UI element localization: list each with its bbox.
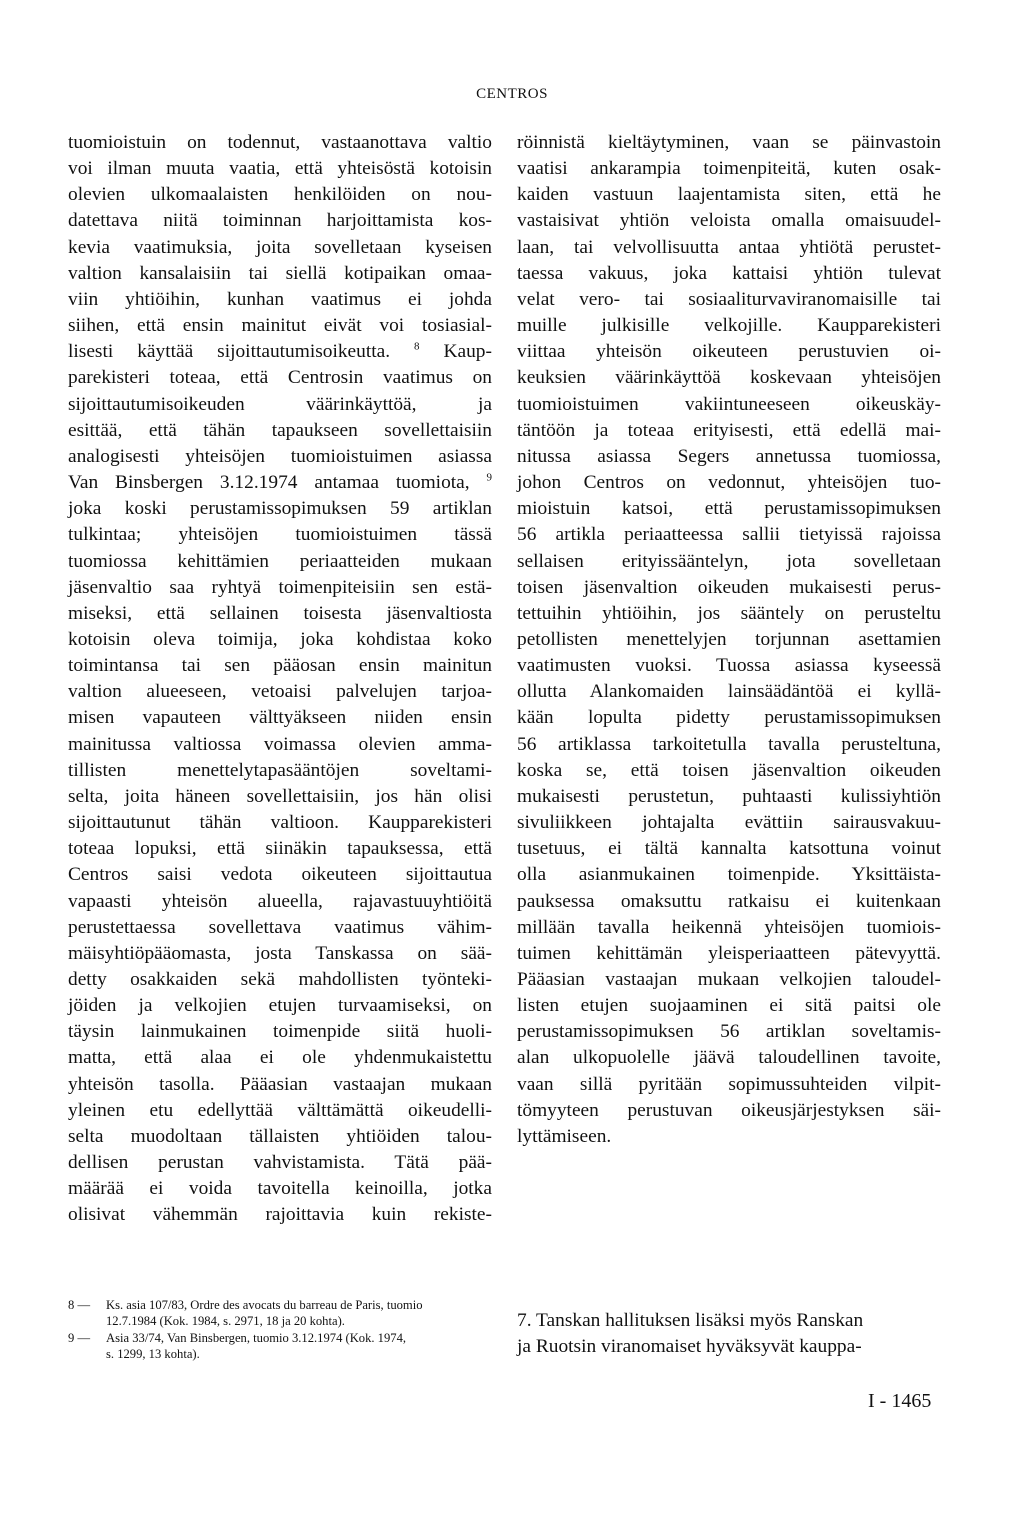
text-line: olevien ulkomaalaisten henkilöiden on nou- (68, 184, 492, 206)
text-line: kään lopulta pidetty perustamissopimuksen (517, 707, 941, 729)
text-line: matta, että alaa ei ole yhdenmukaistettu (68, 1047, 492, 1069)
text-line: datettava niitä toiminnan harjoittamista kos- (68, 210, 492, 232)
footnote-text (106, 1297, 500, 1330)
text-line: tuomioistuimen vakiintuneeseen oikeuskäy- (517, 393, 941, 415)
page-number: I - 1465 (868, 1390, 932, 1412)
text-line: miseksi, että sellainen toisesta jäsenvaltiosta (68, 602, 492, 624)
text-line: voi ilman muuta vaatia, että yhteisöstä kotoisin (68, 158, 492, 180)
text-line: perustettaessa sovellettava vaatimus vähim- (68, 916, 492, 938)
footnote-ref-9[interactable]: 9 (486, 471, 492, 484)
text-line: tusetuus, ei tältä kannalta katsottuna voinut (517, 838, 941, 860)
text-line: 7. Tanskan hallituksen lisäksi myös Ranskan (517, 1310, 864, 1331)
footnote-number: 9 — (68, 1330, 91, 1345)
text-line: esittää, että tähän tapaukseen sovellettaisiin (68, 419, 492, 441)
text-line: selta, joita häneen sovellettaisiin, jos hän olisi (68, 785, 492, 807)
text-line: parekisteri toteaa, että Centrosin vaatimus on (68, 367, 492, 389)
footnote-number: 8 — (68, 1298, 91, 1312)
text-line-with-footnote-8 (68, 339, 492, 365)
text-line: keuksien väärinkäyttöä koskevaan yhteisöjen (517, 367, 941, 389)
text-line: pauksessa omaksuttu ratkaisu ei kuitenkaan (517, 890, 941, 912)
running-head: CENTROS (476, 86, 548, 102)
text-line: vaan sillä pyritään sopimussuhteiden vilpit- (517, 1073, 941, 1095)
text-line: johon Centros on vedonnut, yhteisöjen tuo- (517, 472, 941, 494)
text-line: mioistuin katsoi, että perustamissopimuksen (517, 498, 941, 520)
text-line: lyttämiseen. (517, 1125, 612, 1147)
text-line: kevia vaatimuksia, joita sovelletaan kyseisen (68, 236, 492, 258)
text-line: täntöön ja toteaa erityisesti, että edellä mai- (517, 419, 941, 441)
text-line: valtion kansalaisiin tai siellä kotipaikan omaa- (68, 262, 492, 284)
text-line: siihen, että ensin mainitut eivät voi tosiasial- (68, 315, 492, 337)
footnote-8 (68, 1297, 500, 1330)
section-7 (517, 1308, 941, 1360)
footnote-line: Ks. asia 107/83, Ordre des avocats du barreau de Paris, tuomio (106, 1298, 423, 1312)
footnote-9 (68, 1330, 500, 1363)
text-line: mainitussa valtiossa voimassa olevien amma- (68, 733, 492, 755)
text-segment: Kaup- (443, 341, 492, 363)
text-line: olla asianmukainen toimenpide. Yksittäista- (517, 864, 941, 886)
text-line: dellisen perustan vahvistamista. Tätä pää- (68, 1152, 492, 1174)
text-line: yhteisön tasolla. Pääasian vastaajan mukaan (68, 1073, 492, 1095)
text-line: selta muodoltaan tällaisten yhtiöiden talou- (68, 1125, 492, 1147)
text-line: valtion alueeseen, vetoaisi palvelujen tarjoa- (68, 681, 492, 703)
text-line: yleinen etu edellyttää välttämättä oikeudelli- (68, 1099, 492, 1121)
text-line: tettuihin yhtiöihin, jos sääntely on perusteltu (517, 602, 941, 624)
text-line: toteaa lopuksi, että siinäkin tapauksessa, että (68, 838, 492, 860)
text-line: taessa vakuus, joka kattaisi yhtiön tulevat (517, 262, 941, 284)
left-column (68, 130, 492, 1229)
text-line: mukaisesti perustetun, puhtaasti kulissiyhtiön (517, 785, 941, 807)
text-line: koska se, että toisen jäsenvaltion oikeuden (517, 759, 941, 781)
text-line: tillisten menettelytapasääntöjen soveltami- (68, 759, 492, 781)
text-line: ja Ruotsin viranomaiset hyväksyvät kauppa- (517, 1336, 862, 1358)
text-line: Pääasian vastaajan mukaan velkojien taloudel- (517, 969, 941, 990)
text-line: sijoittautumisoikeuden väärinkäyttöä, ja (68, 393, 492, 415)
text-line: listen etujen suojaaminen ei sitä paitsi ole (517, 995, 941, 1017)
text-line: tuomioistuin on todennut, vastaanottava valtio (68, 132, 492, 153)
text-line: kaiden vastuun laajentamista siten, että he (517, 184, 941, 206)
footnote-line: 12.7.1984 (Kok. 1984, s. 2971, 18 ja 20 kohta). (106, 1314, 345, 1329)
footnote-ref-8[interactable]: 8 (414, 340, 420, 353)
text-line: tuomiossa kehittämien periaatteiden mukaan (68, 550, 492, 572)
text-line: viin yhtiöihin, kunhan vaatimus ei johda (68, 288, 492, 310)
text-line: vaatisi ankarampia toimenpiteitä, kuten osak- (517, 158, 941, 180)
footnote-line: Asia 33/74, Van Binsbergen, tuomio 3.12.1974 (Kok. 1974, (106, 1330, 407, 1345)
text-line: mäisyhtiöpääomasta, josta Tanskassa on sää- (68, 942, 492, 964)
text-line: Centros saisi vedota oikeuteen sijoittautua (68, 864, 492, 886)
text-line: tulkintaa; yhteisöjen tuomioistuimen tässä (68, 524, 492, 546)
text-line: olisivat vähemmän rajoittavia kuin rekiste- (68, 1204, 492, 1226)
text-line: sivuliikkeen johtajalta evättiin sairausvakuu- (517, 812, 941, 834)
text-line: jäsenvaltio saa ryhtyä toimenpiteisiin sen estä- (68, 576, 492, 598)
footnotes (68, 1297, 500, 1363)
text-line: määrää ei voida tavoitella keinoilla, jotka (68, 1178, 492, 1200)
text-line: toisen jäsenvaltion oikeuden mukaisesti perus- (517, 576, 941, 598)
text-line: vapaasti yhteisön alueella, rajavastuuyhtiöitä (68, 890, 492, 912)
text-line: sijoittautunut tähän valtioon. Kaupparekisteri (68, 812, 492, 834)
text-line: laan, tai velvollisuutta antaa yhtiötä perustet- (517, 236, 941, 258)
text-line: kotoisin oleva toimija, joka kohdistaa koko (68, 628, 492, 650)
text-line-with-footnote-9 (68, 470, 492, 496)
text-line: vastaisivat yhtiön veloista omalla omaisuudel- (517, 210, 941, 232)
text-line: 56 artikla periaatteessa sallii tietyissä rajoissa (517, 524, 941, 546)
text-line: analogisesti yhteisöjen tuomioistuimen asiassa (68, 445, 492, 467)
footnote-text (106, 1330, 500, 1363)
text-segment: Van Binsbergen 3.12.1974 antamaa tuomiota, (68, 472, 470, 494)
text-line: tuimen kehittämän yleisperiaatteen pätevyyttä. (517, 942, 941, 964)
right-column (517, 130, 941, 1150)
text-line: petollisten menettelyjen torjunnan asettamien (517, 628, 941, 650)
text-line: sellaisen erityissääntelyn, jota sovelletaan (517, 550, 941, 572)
text-line: velat vero- tai sosiaaliturvaviranomaisille tai (517, 288, 941, 310)
text-line: perustamissopimuksen 56 artiklan soveltamis- (517, 1021, 941, 1043)
text-line: millään tavalla heikennä yhteisöjen tuomiois- (517, 916, 941, 938)
text-line: jöiden ja velkojien etujen turvaamiseksi, on (68, 995, 492, 1017)
text-line: tömyyteen perustuvan oikeusjärjestyksen säi- (517, 1099, 941, 1121)
text-line: röinnistä kieltäytyminen, vaan se päinvastoin (517, 132, 941, 153)
text-line: joka koski perustamissopimuksen 59 artiklan (68, 498, 492, 520)
text-line: muille julkisille velkojille. Kaupparekisteri (517, 315, 941, 337)
text-line: nitussa asiassa Segers annetussa tuomiossa, (517, 445, 941, 467)
text-segment: lisesti käyttää sijoittautumisoikeutta. (68, 341, 391, 363)
text-line: täysin lainmukainen toimenpide siitä huoli- (68, 1021, 492, 1043)
text-line: 56 artiklassa tarkoitetulla tavalla perusteltuna, (517, 733, 941, 755)
text-line: ollutta Alankomaiden lainsäädäntöä ei kyllä- (517, 681, 941, 703)
text-line: toimintansa tai sen pääosan ensin mainitun (68, 655, 492, 677)
text-line: viittaa yhteisön oikeuteen perustuvien oi- (517, 341, 941, 363)
text-line: misen vapauteen välttyäkseen niiden ensin (68, 707, 492, 729)
text-line: vaatimusten vuoksi. Tuossa asiassa kyseessä (517, 655, 941, 677)
text-line: detty osakkaiden sekä mahdollisten työnteki- (68, 969, 492, 990)
footnote-line: s. 1299, 13 kohta). (106, 1347, 200, 1362)
text-line: alan ulkopuolelle jäävä taloudellinen tavoite, (517, 1047, 941, 1069)
